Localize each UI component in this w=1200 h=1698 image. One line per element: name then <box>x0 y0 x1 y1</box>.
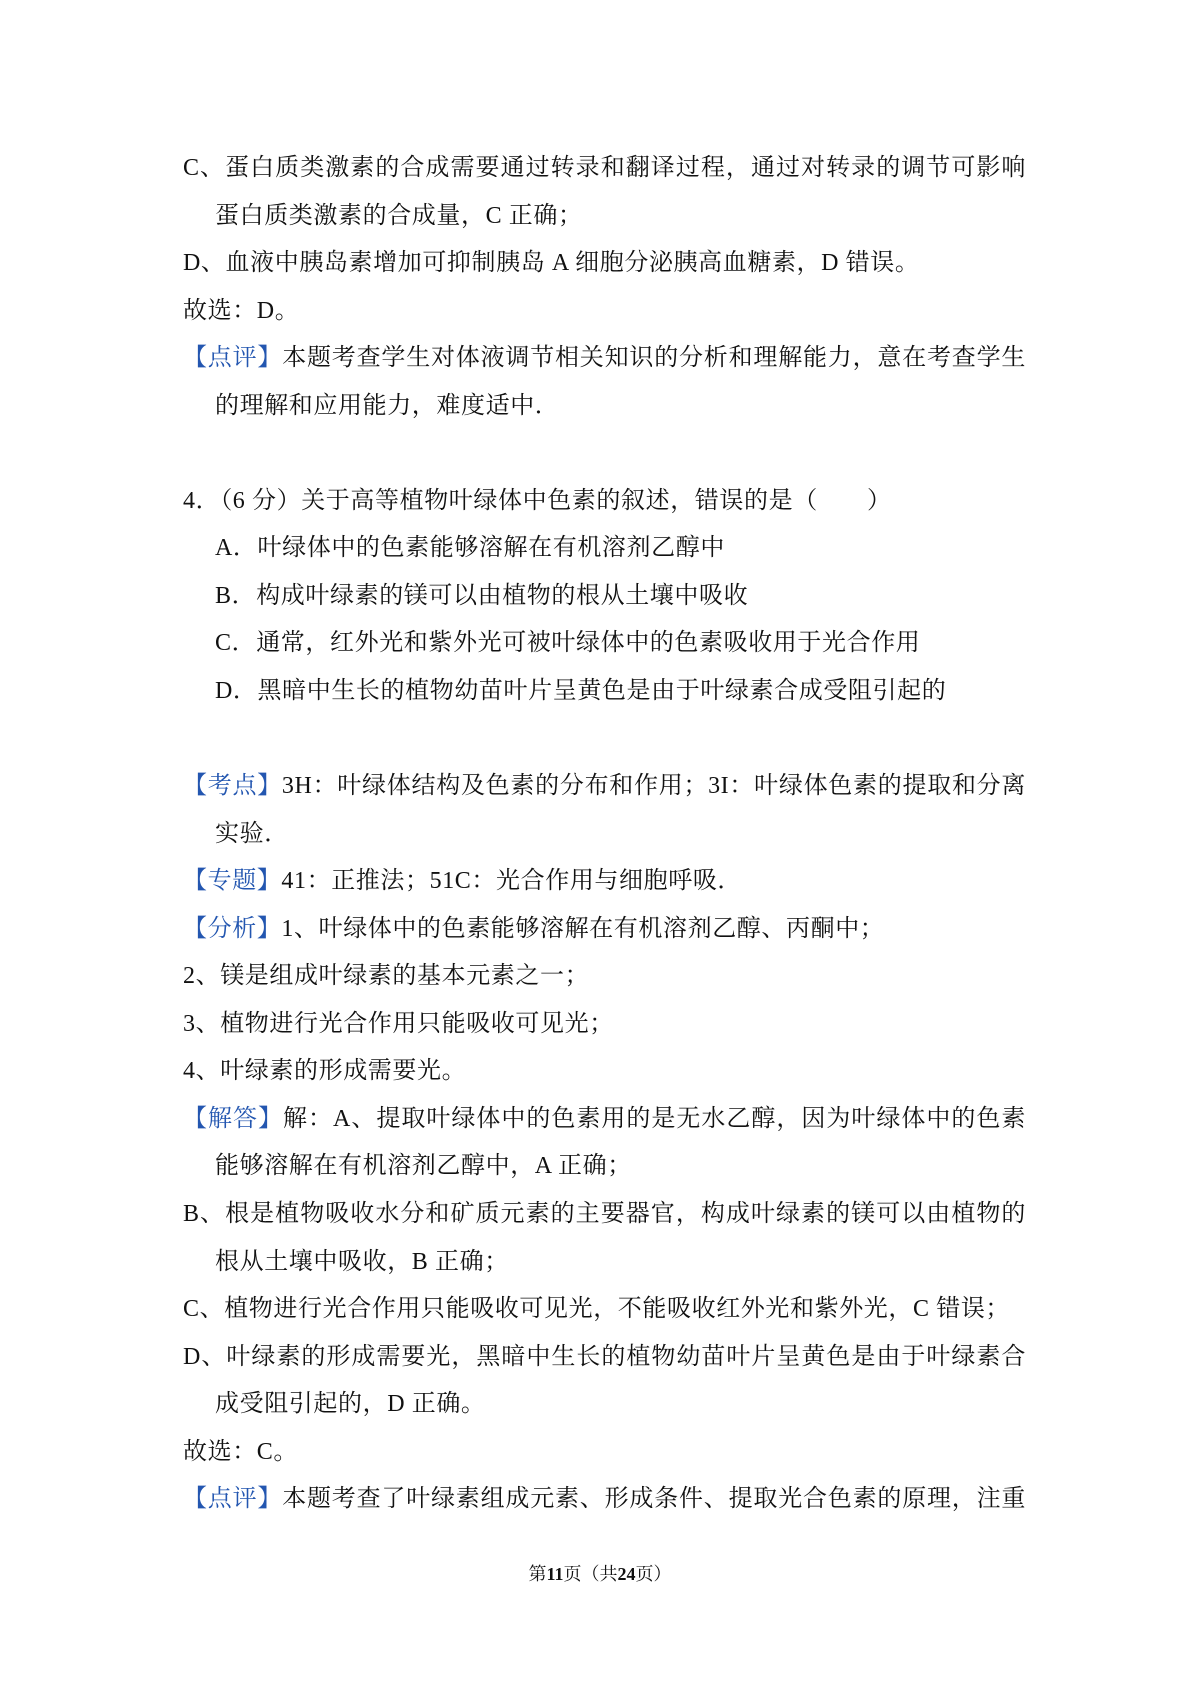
kaodian-line1 <box>183 763 1026 811</box>
q4-option-c: C．通常，红外光和紫外光可被叶绿体中的色素吸收用于光合作用 <box>215 630 921 657</box>
jieda-d-line2: 成受阻引起的，D 正确。 <box>215 1391 486 1418</box>
jieda-tag: 【解答】 <box>183 1105 284 1132</box>
q3-comment-line1 <box>183 335 1026 383</box>
q4-option-b: B．构成叶绿素的镁可以由植物的根从土壤中吸收 <box>215 582 749 609</box>
jieda-d-line1: D、叶绿素的形成需要光，黑暗中生长的植物幼苗叶片呈黄色是由于叶绿素合 <box>183 1343 1026 1370</box>
jieda-line1 <box>183 1096 1026 1144</box>
spacer <box>183 430 1026 478</box>
footer-prefix: 第 <box>528 1564 547 1584</box>
fenxi-point-2: 2、镁是组成叶绿素的基本元素之一； <box>183 963 590 990</box>
fenxi-point-3: 3、植物进行光合作用只能吸收可见光； <box>183 1010 614 1037</box>
q3-comment-tag: 【点评】 <box>183 345 283 372</box>
q3-option-c-line1: C、蛋白质类激素的合成需要通过转录和翻译过程，通过对转录的调节可影响 <box>183 155 1026 181</box>
q3-comment-text1: 本题考查学生对体液调节相关知识的分析和理解能力，意在考查学生 <box>282 345 1026 372</box>
footer-total-pages: 24 <box>617 1564 636 1584</box>
spacer <box>183 716 1026 764</box>
page-footer <box>0 1560 1200 1588</box>
q4-option-d: D．黑暗中生长的植物幼苗叶片呈黄色是由于叶绿素合成受阻引起的 <box>215 678 947 705</box>
jieda-b-line2: 根从土壤中吸收，B 正确； <box>215 1248 509 1275</box>
footer-middle: 页（共 <box>563 1564 618 1584</box>
dianping-line1 <box>183 1476 1026 1524</box>
footer-suffix: 页） <box>635 1564 672 1584</box>
q4-answer: 故选：C。 <box>183 1438 299 1465</box>
jieda-c-line: C、植物进行光合作用只能吸收可见光，不能吸收红外光和紫外光，C 错误； <box>183 1296 1011 1323</box>
footer-page-number: 11 <box>546 1564 564 1584</box>
dianping-tag: 【点评】 <box>183 1486 283 1513</box>
page-body <box>183 145 1026 1524</box>
zhuanti-tag: 【专题】 <box>183 868 282 895</box>
zhuanti-text: 41：正推法；51C：光合作用与细胞呼吸． <box>281 868 743 895</box>
jieda-a-line2: 能够溶解在有机溶剂乙醇中，A 正确； <box>215 1153 632 1180</box>
kaodian-tag: 【考点】 <box>183 773 282 800</box>
fenxi-tag: 【分析】 <box>183 915 282 942</box>
kaodian-text1: 3H：叶绿体结构及色素的分布和作用；3I：叶绿体色素的提取和分离 <box>281 773 1026 800</box>
jieda-b-line1: B、根是植物吸收水分和矿质元素的主要器官，构成叶绿素的镁可以由植物的 <box>183 1201 1026 1228</box>
dianping-text1: 本题考查了叶绿素组成元素、形成条件、提取光合色素的原理，注重 <box>282 1486 1026 1513</box>
q4-option-a: A．叶绿体中的色素能够溶解在有机溶剂乙醇中 <box>215 535 725 562</box>
q3-option-c-line2: 蛋白质类激素的合成量，C 正确； <box>215 202 583 229</box>
q3-answer: 故选：D。 <box>183 297 300 324</box>
fenxi-text1: 1、叶绿体中的色素能够溶解在有机溶剂乙醇、丙酮中； <box>281 915 885 942</box>
kaodian-line2: 实验． <box>215 820 289 847</box>
jieda-a-text1: 解：A、提取叶绿体中的色素用的是无水乙醇，因为叶绿体中的色素 <box>283 1105 1026 1132</box>
q4-stem: 4．（6 分）关于高等植物叶绿体中色素的叙述，错误的是（ ） <box>183 487 892 514</box>
fenxi-point-4: 4、叶绿素的形成需要光。 <box>183 1058 467 1085</box>
q3-option-d: D、血液中胰岛素增加可抑制胰岛 A 细胞分泌胰高血糖素，D 错误。 <box>183 250 920 277</box>
zhuanti-line <box>183 858 1026 906</box>
q3-comment-line2: 的理解和应用能力，难度适中． <box>215 392 560 419</box>
fenxi-line1 <box>183 906 1026 954</box>
